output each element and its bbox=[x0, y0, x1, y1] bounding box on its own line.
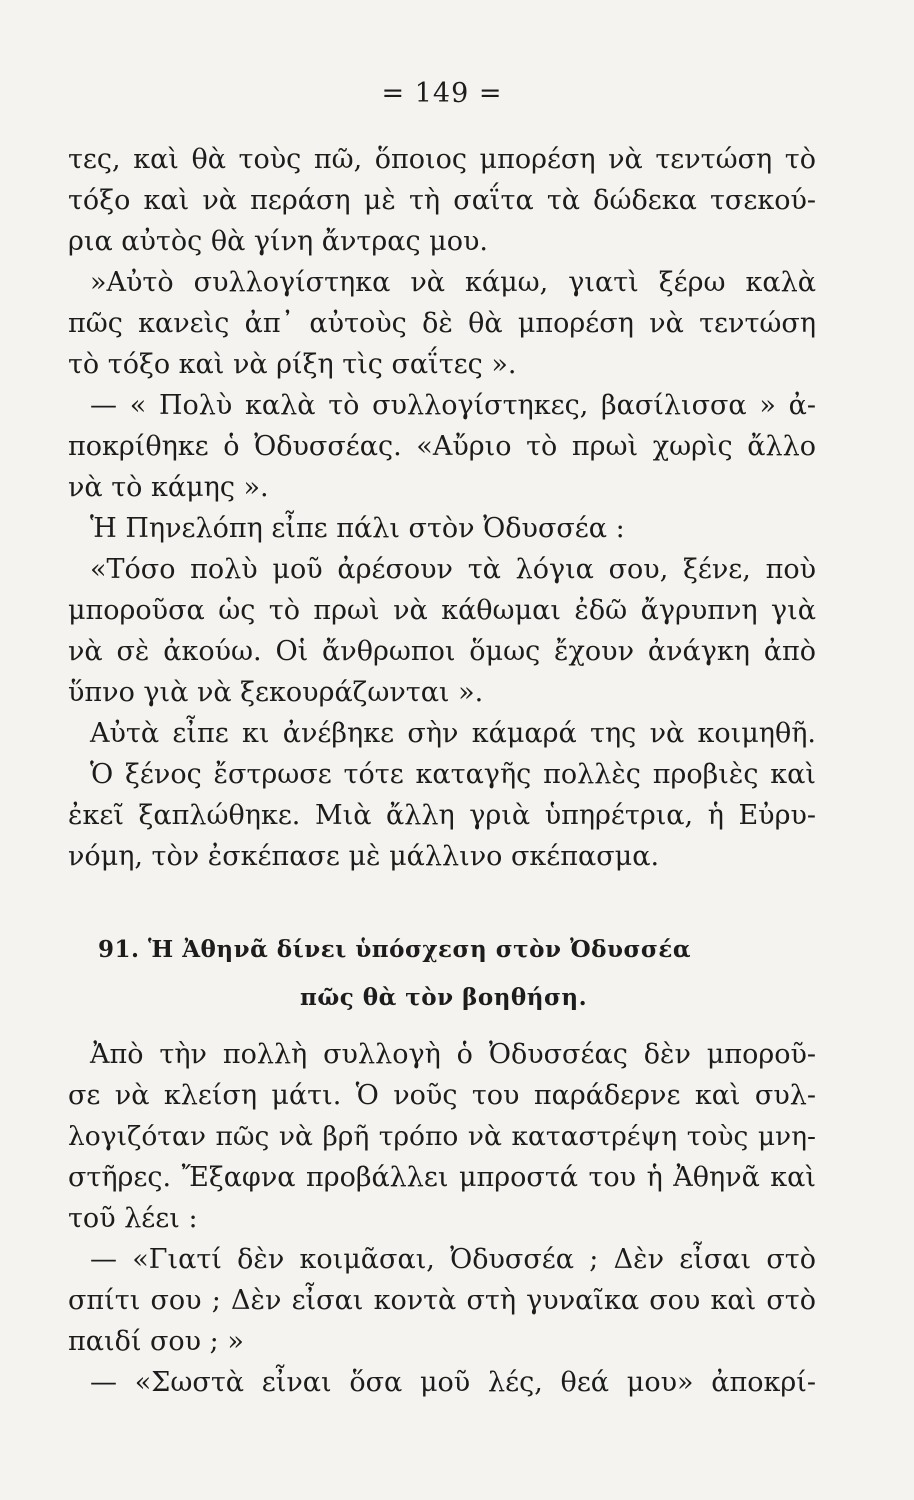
text-line: τοῦ λέει : bbox=[68, 1203, 198, 1234]
text-line: ἐκεῖ ξαπλώθηκε. Μιὰ ἄλλη γριὰ ὑπηρέτρια, ἡ Εὐρυ- bbox=[68, 800, 816, 831]
text-line: ὕπνο γιὰ νὰ ξεκουράζωνται ». bbox=[68, 677, 484, 708]
text-line: τὸ τόξο καὶ νὰ ρίξη τὶς σαΐτες ». bbox=[68, 349, 517, 380]
section-heading-line-1: 91. Ἡ Ἀθηνᾶ δίνει ὑπόσχεση στὸν Ὀδυσσέα bbox=[98, 936, 692, 963]
section-heading-line-2: πῶς θὰ τὸν βοηθήση. bbox=[300, 984, 588, 1011]
text-line: — «Γιατί δὲν κοιμᾶσαι, Ὀδυσσέα ; Δὲν εἶσαι στὸ bbox=[90, 1244, 816, 1275]
text-line: Αὐτὰ εἶπε κι ἀνέβηκε σὴν κάμαρά της νὰ κοιμηθῆ. bbox=[90, 718, 816, 749]
text-line: πῶς κανεὶς ἀπ᾽ αὐτοὺς δὲ θὰ μπορέση νὰ τεντώση bbox=[68, 308, 816, 339]
text-line: στῆρες. Ἔξαφνα προβάλλει μπροστά του ἡ Ἀθηνᾶ καὶ bbox=[68, 1162, 816, 1193]
text-line: τες, καὶ θὰ τοὺς πῶ, ὅποιος μπορέση νὰ τεντώση τὸ bbox=[68, 144, 816, 175]
text-line: νὰ σὲ ἀκούω. Οἱ ἄνθρωποι ὅμως ἔχουν ἀνάγκη ἀπὸ bbox=[68, 636, 816, 667]
text-line: σε νὰ κλείση μάτι. Ὁ νοῦς του παράδερνε καὶ συλ- bbox=[68, 1080, 816, 1111]
text-line: ποκρίθηκε ὁ Ὀδυσσέας. «Αὔριο τὸ πρωὶ χωρὶς ἄλλο bbox=[68, 431, 816, 462]
text-line: νόμη, τὸν ἐσκέπασε μὲ μάλλινο σκέπασμα. bbox=[68, 841, 660, 872]
text-line: λογιζόταν πῶς νὰ βρῆ τρόπο νὰ καταστρέψη τοὺς μνη- bbox=[68, 1121, 816, 1152]
text-line: ρια αὐτὸς θὰ γίνη ἄντρας μου. bbox=[68, 226, 488, 257]
text-line: »Αὐτὸ συλλογίστηκα νὰ κάμω, γιατὶ ξέρω καλὰ bbox=[90, 267, 816, 298]
text-line: Ἡ Πηνελόπη εἶπε πάλι στὸν Ὀδυσσέα : bbox=[90, 513, 625, 544]
page-number: = 149 = bbox=[381, 78, 503, 109]
text-line: παιδί σου ; » bbox=[68, 1326, 244, 1357]
text-line: νὰ τὸ κάμης ». bbox=[68, 472, 269, 503]
text-line: Ὁ ξένος ἔστρωσε τότε καταγῆς πολλὲς προβιὲς καὶ bbox=[90, 759, 816, 790]
text-line: Ἀπὸ τὴν πολλὴ συλλογὴ ὁ Ὀδυσσέας δὲν μποροῦ- bbox=[90, 1039, 816, 1070]
text-line: σπίτι σου ; Δὲν εἶσαι κοντὰ στὴ γυναῖκα σου καὶ στὸ bbox=[68, 1285, 816, 1316]
text-line: μποροῦσα ὡς τὸ πρωὶ νὰ κάθωμαι ἐδῶ ἄγρυπνη γιὰ bbox=[68, 595, 816, 626]
text-line: «Τόσο πολὺ μοῦ ἀρέσουν τὰ λόγια σου, ξένε, ποὺ bbox=[90, 554, 816, 585]
text-line: — «Σωστὰ εἶναι ὅσα μοῦ λές, θεά μου» ἀποκρί- bbox=[90, 1367, 816, 1398]
text-line: τόξο καὶ νὰ περάση μὲ τὴ σαΐτα τὰ δώδεκα τσεκού- bbox=[68, 185, 816, 216]
text-line: — « Πολὺ καλὰ τὸ συλλογίστηκες, βασίλισσα » ἀ- bbox=[90, 390, 816, 421]
